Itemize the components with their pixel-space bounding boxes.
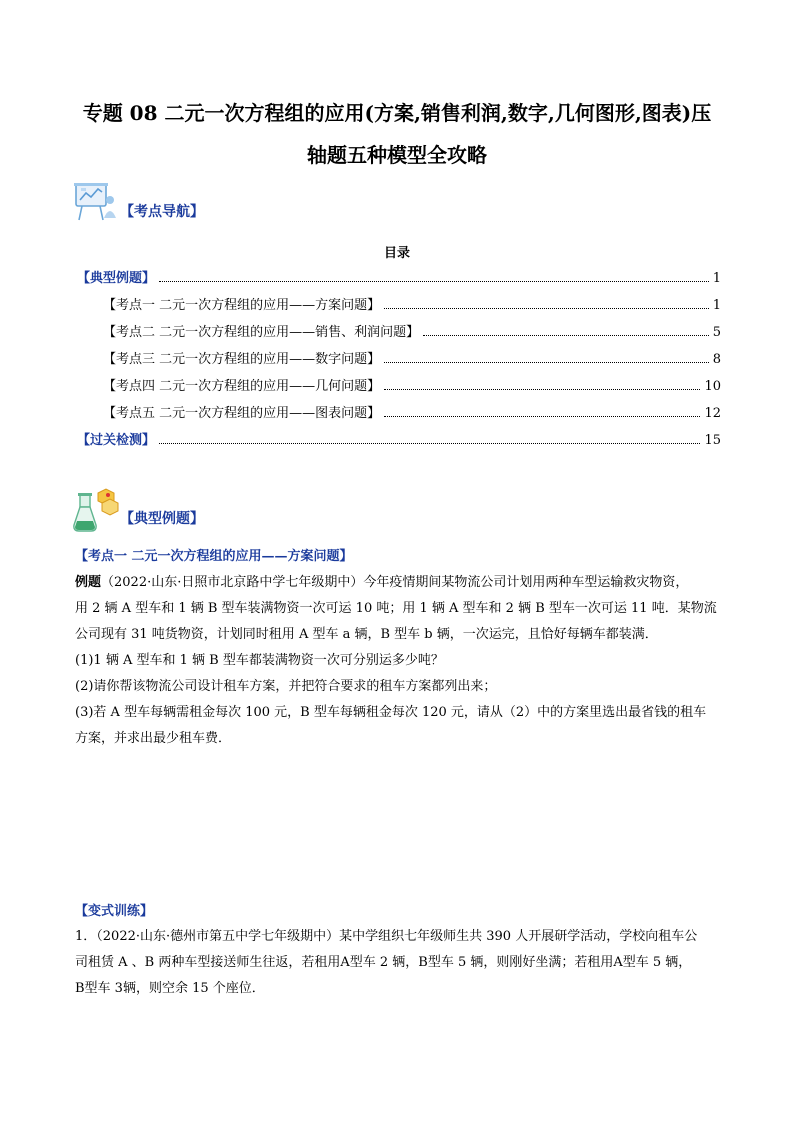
toc-item[interactable]: 【过关检测】 15 <box>77 427 721 454</box>
toc-item[interactable]: 【考点五 二元一次方程组的应用——图表问题】 12 <box>77 400 721 427</box>
toc-item[interactable]: 【考点一 二元一次方程组的应用——方案问题】 1 <box>77 292 721 319</box>
example-problem <box>75 570 725 752</box>
toc-item[interactable]: 【典型例题】 1 <box>77 265 721 292</box>
example-line: （2022·山东·日照市北京路中学七年级期中）今年疫情期间某物流公司计划用两种车型运输救灾物资， <box>101 575 689 590</box>
page-title <box>60 92 734 176</box>
examples-heading: 【典型例题】 <box>120 511 204 527</box>
toc-title: 目录 <box>383 246 410 261</box>
example-line: 方案，并求出最少租车费． <box>75 731 232 746</box>
title-line-2: 轴题五种模型全攻略 <box>307 143 487 167</box>
flask-icon <box>72 487 120 535</box>
variant-line: B型车 3辆，则空余 15 个座位． <box>75 981 265 996</box>
variant-problem <box>75 924 725 1002</box>
example-label: 例题 <box>75 575 102 590</box>
example-line: 公司现有 31 吨货物资，计划同时租用 A 型车 a 辆，B 型车 b 辆，一次运完，且恰好每辆车都装满． <box>75 627 658 642</box>
nav-heading: 【考点导航】 <box>120 204 204 220</box>
example-line: (3)若 A 型车每辆需租金每次 100 元，B 型车每辆租金每次 120 元，请从（2）中的方案里选出最省钱的租车 <box>75 705 707 720</box>
example-line: (1)1 辆 A 型车和 1 辆 B 型车都装满物资一次可分别运多少吨？ <box>75 653 444 668</box>
examples-section-header <box>72 487 472 537</box>
toc-item[interactable]: 【考点四 二元一次方程组的应用——几何问题】 10 <box>77 373 721 400</box>
example-line: 用 2 辆 A 型车和 1 辆 B 型车装满物资一次可运 10 吨；用 1 辆 A 型车和 2 辆 B 型车一次可运 11 吨．某物流 <box>75 601 717 616</box>
toc-item[interactable]: 【考点二 二元一次方程组的应用——销售、利润问题】 5 <box>77 319 721 346</box>
variant-line: 1．（2022·山东·德州市第五中学七年级期中）某中学组织七年级师生共 390 人开展研学活动，学校向租车公 <box>75 929 698 944</box>
whiteboard-icon <box>72 180 120 228</box>
table-of-contents <box>77 265 721 454</box>
nav-section-header <box>72 180 472 230</box>
toc-item[interactable]: 【考点三 二元一次方程组的应用——数字问题】 8 <box>77 346 721 373</box>
variant-line: 司租赁 A 、B 两种车型接送师生往返，若租用A型车 2 辆，B型车 5 辆，则刚好坐满；若租用A型车 5 辆， <box>75 955 692 970</box>
example-line: (2)请你帮该物流公司设计租车方案，并把符合要求的租车方案都列出来； <box>75 679 497 694</box>
variant-heading: 【变式训练】 <box>75 904 154 919</box>
title-line-1: 专题 08 二元一次方程组的应用(方案,销售利润,数字,几何图形,图表)压 <box>82 101 712 125</box>
topic-1-heading: 【考点一 二元一次方程组的应用——方案问题】 <box>75 549 353 564</box>
